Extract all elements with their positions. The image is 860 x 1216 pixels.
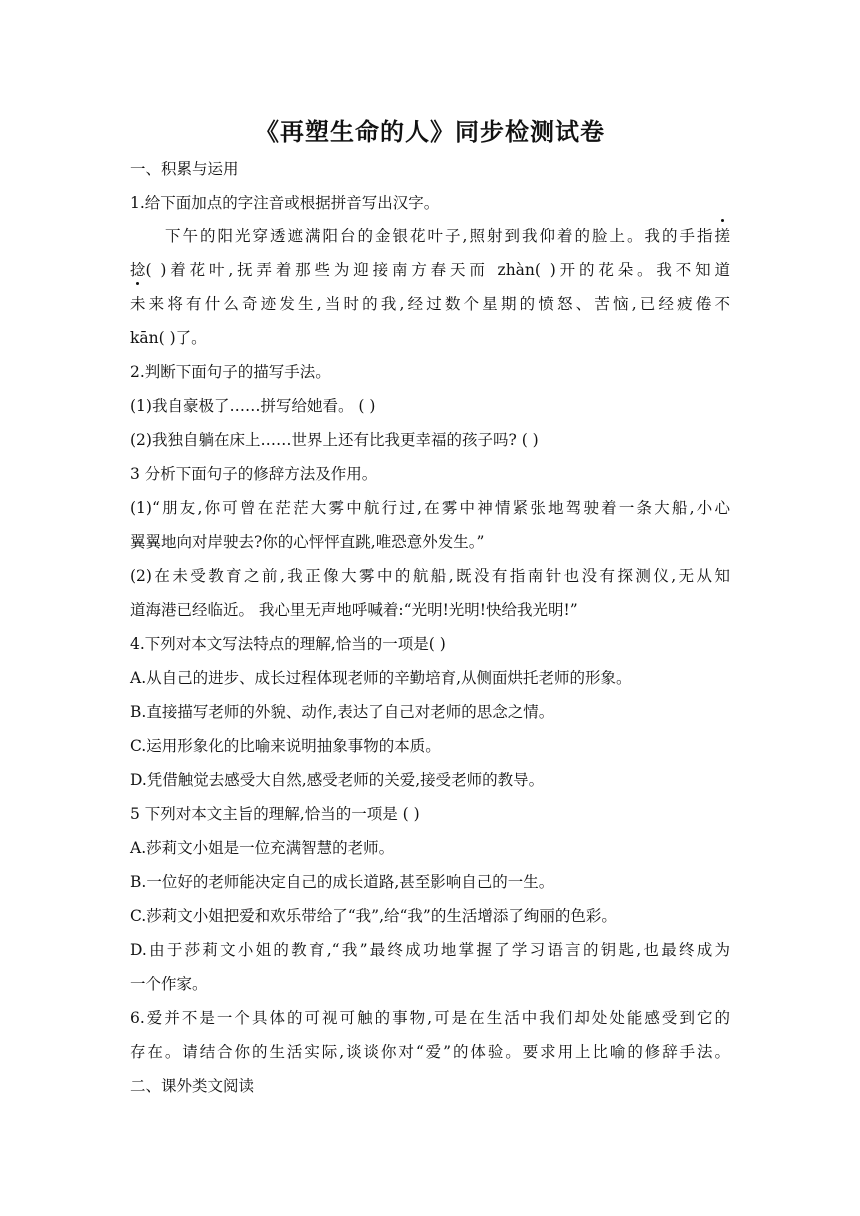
section-heading-2: 二、课外类文阅读 xyxy=(130,1077,255,1095)
q2-item-2: (2)我独自躺在床上……世界上还有比我更幸福的孩子吗? ( ) xyxy=(130,431,539,449)
q3-stem: 3 分析下面句子的修辞方法及作用。 xyxy=(130,465,378,483)
q5-option-c: C.莎莉文小姐把爱和欢乐带给了“我”,给“我”的生活增添了绚丽的色彩。 xyxy=(130,907,617,925)
q1-line-1-text: 下午的阳光穿透遮满阳台的金银花叶子,照射到我仰着的脸上。我的手指 xyxy=(165,227,715,245)
q4-option-d: D.凭借触觉去感受大自然,感受老师的关爱,接受老师的教导。 xyxy=(130,771,545,789)
q1-line-1 xyxy=(165,224,730,246)
q3-item-1-line-1: (1)“朋友,你可曾在茫茫大雾中航行过,在雾中神情紧张地驾驶着一条大船,小心 xyxy=(130,499,730,517)
q1-line-3: 未来将有什么奇迹发生,当时的我,经过数个星期的愤怒、苦恼,已经疲倦不 xyxy=(130,295,730,313)
page-title: 《再塑生命的人》同步检测试卷 xyxy=(255,118,605,146)
q2-item-1: (1)我自豪极了……拼写给她看。 ( ) xyxy=(130,397,376,415)
q6-line-2: 存在。请结合你的生活实际,谈谈你对“爱”的体验。要求用上比喻的修辞手法。 xyxy=(130,1043,730,1061)
q3-item-1-line-2: 翼翼地向对岸驶去?你的心怦怦直跳,唯恐意外发生。” xyxy=(130,533,485,551)
q4-option-b: B.直接描写老师的外貌、动作,表达了自己对老师的思念之情。 xyxy=(130,703,555,721)
q1-line-4: kān( )了。 xyxy=(130,329,207,347)
section-heading-1: 一、积累与运用 xyxy=(130,160,239,178)
q5-option-d-line-2: 一个作家。 xyxy=(130,975,208,993)
q2-stem: 2.判断下面句子的描写手法。 xyxy=(130,363,331,381)
q1-stem: 1.给下面加点的字注音或根据拼音写出汉字。 xyxy=(130,194,440,212)
q5-option-b: B.一位好的老师能决定自己的成长道路,甚至影响自己的一生。 xyxy=(130,873,555,891)
q3-item-2-line-2: 道海港已经临近。 我心里无声地呼喊着:“光明!光明!快给我光明!” xyxy=(130,601,578,619)
q1-line-2-text: ( )着花叶,抚弄着那些为迎接南方春天而 zhàn( )开的花朵。我不知道 xyxy=(145,261,730,279)
dotted-char: 搓 xyxy=(714,224,730,246)
q4-option-c: C.运用形象化的比喻来说明抽象事物的本质。 xyxy=(130,737,441,755)
q5-option-d-line-1: D.由于莎莉文小姐的教育,“我”最终成功地掌握了学习语言的钥匙,也最终成为 xyxy=(130,941,730,959)
dotted-char: 捻 xyxy=(130,258,146,280)
q4-stem: 4.下列对本文写法特点的理解,恰当的一项是( ) xyxy=(130,635,446,653)
q5-stem: 5 下列对本文主旨的理解,恰当的一项是 ( ) xyxy=(130,805,420,823)
q1-line-2 xyxy=(130,258,730,280)
q6-line-1: 6.爱并不是一个具体的可视可触的事物,可是在生活中我们却处处能感受到它的 xyxy=(130,1009,730,1027)
q3-item-2-line-1: (2)在未受教育之前,我正像大雾中的航船,既没有指南针也没有探测仪,无从知 xyxy=(130,567,730,585)
q4-option-a: A.从自己的进步、成长过程体现老师的辛勤培育,从侧面烘托老师的形象。 xyxy=(130,669,632,687)
q5-option-a: A.莎莉文小姐是一位充满智慧的老师。 xyxy=(130,839,395,857)
